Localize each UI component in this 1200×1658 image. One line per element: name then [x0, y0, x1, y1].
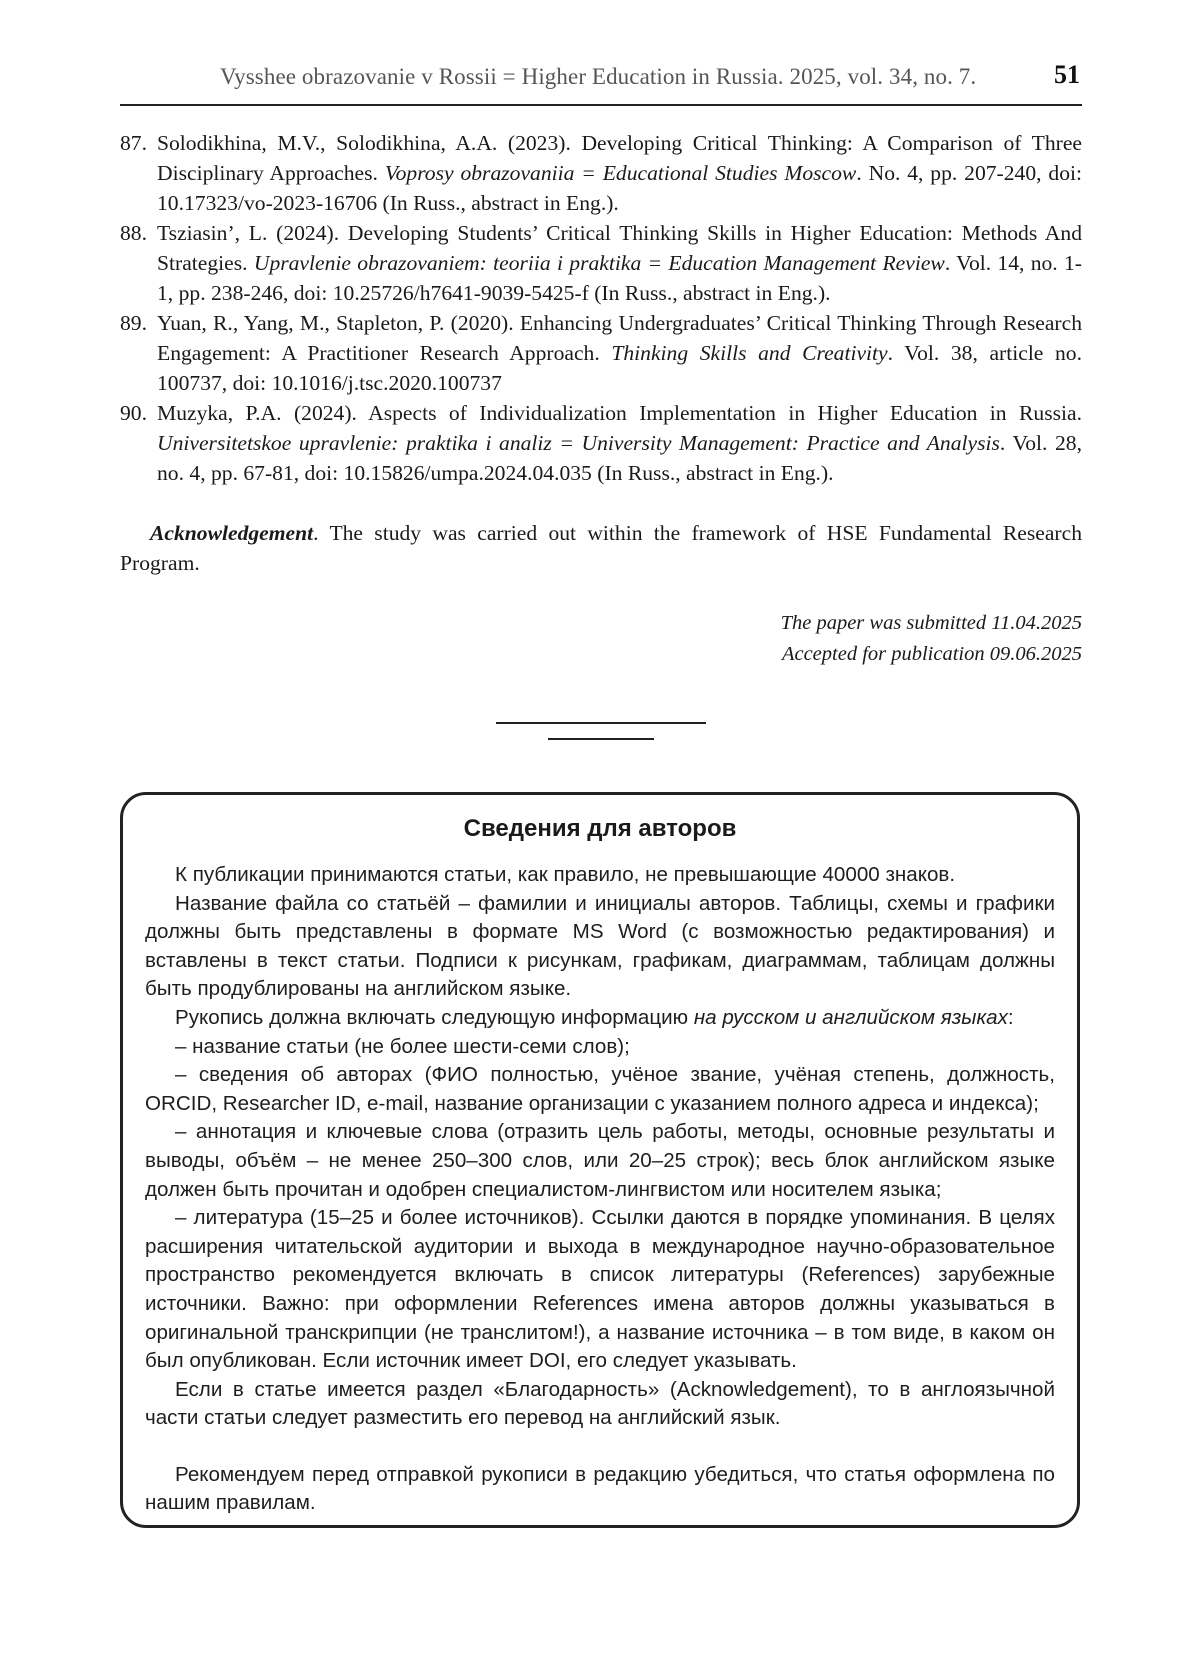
page-number: 51 [1054, 60, 1080, 89]
info-box-body [145, 861, 1055, 1518]
reference-source: Voprosy obrazovaniia = Educational Studies Moscow [384, 161, 857, 185]
submission-dates [781, 608, 1082, 670]
reference-text: Tsziasin’, L. (2024). Developing Students’ Critical Thinking Skills in Higher Education: Methods And Strategies. Upravlenie obrazovaniem: teoriia i praktika = Education Management Review. Vol. 14, no. 1-1, pp. 238-246, doi: 10.25726/h7641-9039-5425-f (In Russ., abstract in Eng.). [157, 221, 1082, 305]
acknowledgement-text: . The study was carried out within the framework of HSE Fundamental Research Program. [120, 521, 1082, 575]
acknowledgement [120, 518, 1082, 578]
reference-number: 89. [120, 311, 147, 335]
journal-title: Vysshee obrazovanie v Rossii = Higher Education in Russia. 2025, vol. 34, no. 7. [220, 64, 977, 89]
reference-text: Solodikhina, M.V., Solodikhina, A.A. (2023). Developing Critical Thinking: A Comparison of Three Disciplinary Approaches. Voprosy obrazovaniia = Educational Studies Moscow. No. 4, pp. 207-240, doi: 10.17323/vo-2023-16706 (In Russ., abstract in Eng.). [157, 131, 1082, 215]
reference-source: Universitetskoe upravlenie: praktika i analiz = University Management: Practice and Analysis [157, 431, 1000, 455]
reference-source: Thinking Skills and Creativity [611, 341, 888, 365]
reference-text: Yuan, R., Yang, M., Stapleton, P. (2020). Enhancing Undergraduates’ Critical Thinking Through Research Engagement: A Practitioner Research Approach. Thinking Skills and Creativity. Vol. 38, article no. 100737, doi: 10.1016/j.tsc.2020.100737 [157, 311, 1082, 395]
info-list-item: – литература (15–25 и более источников). Ссылки даются в порядке упоминания. В целях расширения читательской аудитории и выхода в международное научно-образовательное пространство рекомендуется включать в список литературы (References) зарубежные источники. Важно: при оформлении References имена авторов должны указываться в оригинальной транскрипции (не транслитом!), а название источника – в том виде, в каком он был опубликован. Если источник имеет DOI, его следует указывать. [145, 1206, 1055, 1373]
reference-item [120, 128, 1082, 218]
authors-info-box [120, 792, 1080, 1528]
reference-item [120, 218, 1082, 308]
separator-line-short [548, 738, 654, 740]
submitted-date: The paper was submitted 11.04.2025 [780, 612, 1082, 634]
accepted-date: Accepted for publication 09.06.2025 [781, 643, 1082, 665]
info-list-item: – название статьи (не более шести-семи слов); [175, 1034, 630, 1058]
info-list-item: – аннотация и ключевые слова (отразить цель работы, методы, основные результаты и выводы, объём – не менее 250–300 слов, или 20–25 строк); весь блок английском языке должен быть прочитан и одобрен специалистом-лингвистом или носителем языка; [145, 1120, 1055, 1201]
info-paragraph: Рукопись должна включать следующую информацию на русском и английском языках: [175, 1005, 1014, 1029]
info-list-item: – сведения об авторах (ФИО полностью, учёное звание, учёная степень, должность, ORCID, Researcher ID, e-mail, название организации с указанием полного адреса и индекса); [145, 1063, 1055, 1115]
reference-number: 90. [120, 401, 147, 425]
info-box-title: Сведения для авторов [463, 815, 737, 842]
info-paragraph: Название файла со статьёй – фамилии и инициалы авторов. Таблицы, схемы и графики должны быть представлены в формате MS Word (с возможностью редактирования) и вставлены в текст статьи. Подписи к рисункам, графикам, диаграммам, таблицам должны быть продублированы на английском языке. [145, 891, 1055, 1001]
reference-item [120, 308, 1082, 398]
info-emphasis: на русском и английском языках [693, 1005, 1008, 1029]
info-paragraph: К публикации принимаются статьи, как правило, не превышающие 40000 знаков. [175, 863, 956, 886]
reference-number: 88. [120, 221, 147, 245]
reference-text: Muzyka, P.A. (2024). Aspects of Individualization Implementation in Higher Education in Russia. Universitetskoe upravlenie: praktika i analiz = University Management: Practice and Analysis. Vol. 28, no. 4, pp. 67-81, doi: 10.15826/umpa.2024.04.035 (In Russ., abstract in Eng.). [157, 401, 1082, 485]
acknowledgement-title: Acknowledgement [150, 521, 314, 545]
info-paragraph: Рекомендуем перед отправкой рукописи в редакцию убедиться, что статья оформлена по нашим правилам. [145, 1462, 1055, 1515]
reference-source: Upravlenie obrazovaniem: teoriia i praktika = Education Management Review [253, 251, 945, 275]
separator-line-long [496, 722, 706, 724]
info-paragraph: Если в статье имеется раздел «Благодарность» (Acknowledgement), то в англоязычной части статьи следует разместить его перевод на английский язык. [145, 1377, 1055, 1430]
reference-list [120, 128, 1082, 488]
reference-item [120, 398, 1082, 488]
reference-number: 87. [120, 131, 147, 155]
running-header [120, 58, 1082, 106]
